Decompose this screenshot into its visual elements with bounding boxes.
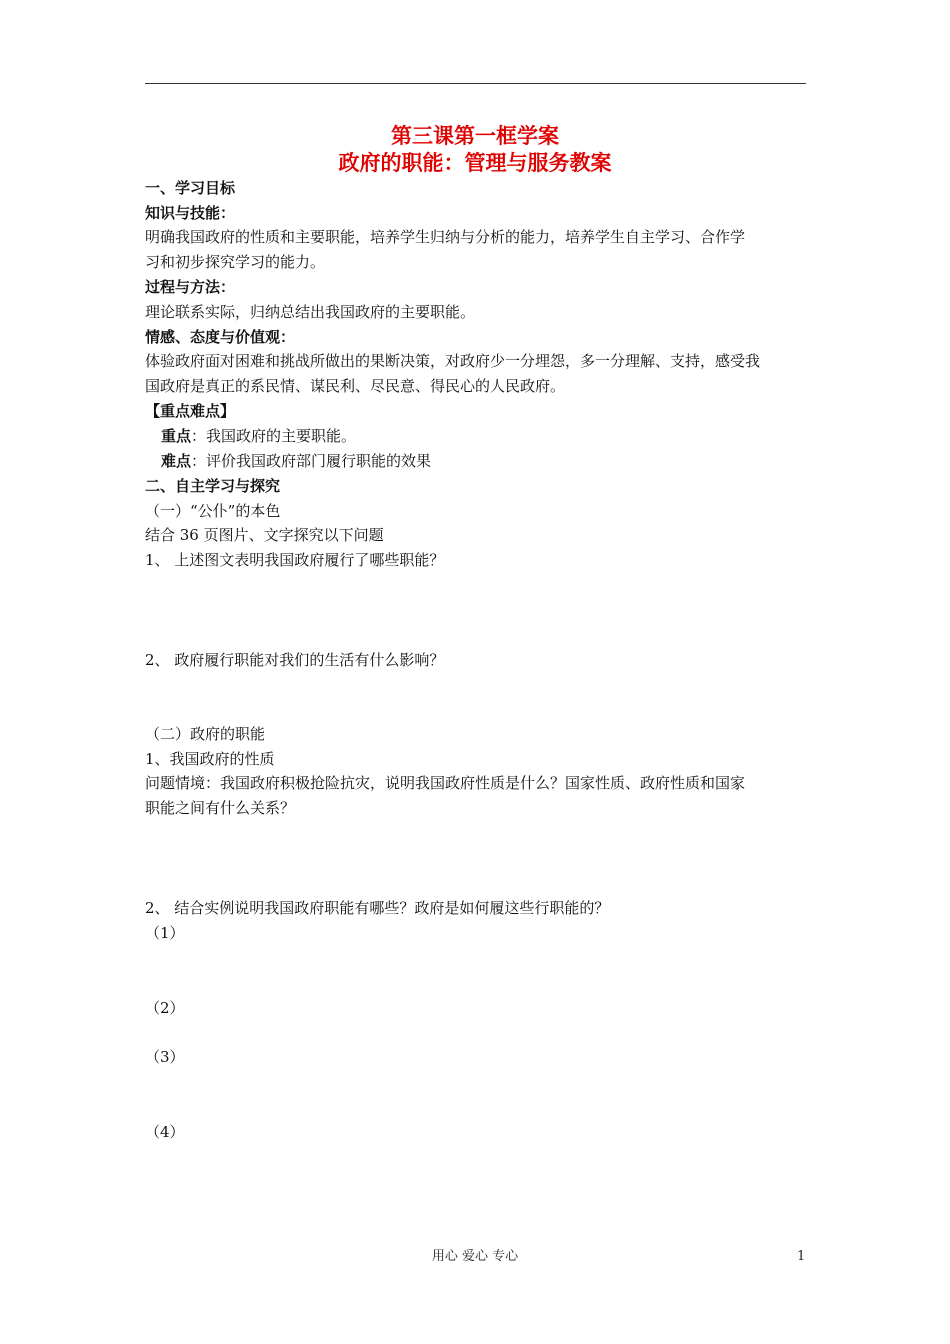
emotion-heading: 情感、态度与价值观： bbox=[145, 328, 296, 346]
knowledge-paragraph-line2: 习和初步探究学习的能力。 bbox=[145, 253, 326, 271]
answer-blank-4: （4） bbox=[145, 1123, 185, 1141]
doc-subtitle: 政府的职能：管理与服务教案 bbox=[338, 150, 612, 175]
answer-blank-2: （2） bbox=[145, 999, 185, 1017]
question-3: 2、 结合实例说明我国政府职能有哪些？政府是如何履这些行职能的？ bbox=[145, 899, 610, 917]
scenario-line1: 问题情境：我国政府积极抢险抗灾，说明我国政府性质是什么？国家性质、政府性质和国家 bbox=[145, 774, 746, 792]
answer-blank-1: （1） bbox=[145, 924, 185, 942]
scenario-line2: 职能之间有什么关系？ bbox=[145, 799, 296, 817]
key-point-row bbox=[161, 426, 356, 446]
question-1: 1、 上述图文表明我国政府履行了哪些职能？ bbox=[145, 551, 445, 569]
subsection-2-item-1: 1、我国政府的性质 bbox=[145, 750, 275, 768]
emotion-paragraph-line1: 体验政府面对困难和挑战所做出的果断决策，对政府少一分埋怨，多一分理解、支持，感受我 bbox=[145, 352, 761, 370]
knowledge-paragraph-line1: 明确我国政府的性质和主要职能，培养学生归纳与分析的能力，培养学生自主学习、合作学 bbox=[145, 228, 746, 246]
key-points-heading: 【重点难点】 bbox=[145, 402, 236, 420]
doc-title: 第三课第一框学案 bbox=[391, 123, 559, 148]
section-2-heading: 二、自主学习与探究 bbox=[145, 477, 281, 495]
process-paragraph: 理论联系实际，归纳总结出我国政府的主要职能。 bbox=[145, 303, 476, 321]
emotion-paragraph-line2: 国政府是真正的系民情、谋民利、尽民意、得民心的人民政府。 bbox=[145, 377, 566, 395]
process-heading: 过程与方法： bbox=[145, 278, 236, 296]
key-point-text: ：我国政府的主要职能。 bbox=[191, 427, 357, 445]
difficult-point-row bbox=[161, 451, 431, 471]
section-1-heading: 一、学习目标 bbox=[145, 179, 236, 197]
difficult-point-label: 难点 bbox=[161, 452, 192, 470]
knowledge-heading: 知识与技能： bbox=[145, 204, 236, 222]
page-number: 1 bbox=[797, 1249, 806, 1264]
subsection-1-intro: 结合 36 页图片、文字探究以下问题 bbox=[145, 526, 384, 544]
key-point-label: 重点 bbox=[161, 427, 192, 445]
subsection-2-heading: （二）政府的职能 bbox=[145, 725, 266, 743]
footer-text: 用心 爱心 专心 bbox=[431, 1249, 519, 1264]
answer-blank-3: （3） bbox=[145, 1048, 185, 1066]
header-rule bbox=[145, 83, 806, 84]
difficult-point-text: ：评价我国政府部门履行职能的效果 bbox=[191, 452, 432, 470]
subsection-1-heading: （一）“公仆”的本色 bbox=[145, 502, 281, 520]
question-2: 2、 政府履行职能对我们的生活有什么影响？ bbox=[145, 651, 445, 669]
